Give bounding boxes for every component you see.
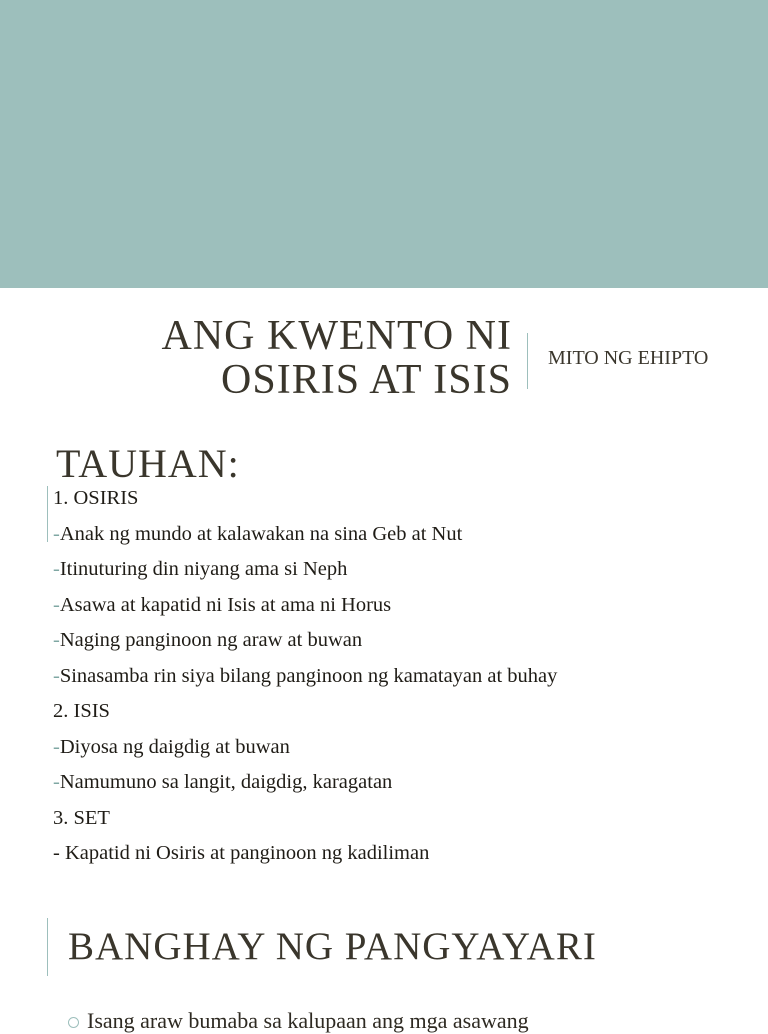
list-accent-bar (47, 486, 48, 542)
list-item: 1. OSIRIS (53, 487, 139, 509)
header-banner (0, 0, 768, 288)
subtitle: MITO NG EHIPTO (548, 347, 709, 369)
title-line-2: OSIRIS AT ISIS (221, 357, 512, 403)
page-title (162, 314, 513, 402)
tauhan-list (53, 481, 557, 872)
list-item: -Anak ng mundo at kalawakan na sina Geb at Nut (53, 522, 463, 545)
banghay-first-bullet: Isang araw bumaba sa kalupaan ang mga asawang (68, 1008, 529, 1034)
list-item: -Naging panginoon ng araw at buwan (53, 629, 363, 651)
title-divider (527, 333, 528, 389)
list-item: -Sinasamba rin siya bilang panginoon ng kamatayan at buhay (53, 664, 558, 687)
list-item: -Diyosa ng daigdig at buwan (53, 735, 290, 758)
list-item: 2. ISIS (53, 700, 110, 722)
banghay-heading: BANGHAY NG PANGYAYARI (68, 925, 597, 968)
title-line-1: ANG KWENTO NI (161, 313, 512, 359)
banghay-accent-bar (47, 918, 48, 976)
tauhan-heading: TAUHAN: (56, 441, 240, 486)
list-item: - Kapatid ni Osiris at panginoon ng kadiliman (53, 842, 430, 864)
list-item: -Namumuno sa langit, daigdig, karagatan (53, 771, 393, 793)
bullet-circle-icon (68, 1017, 79, 1028)
list-item: -Asawa at kapatid ni Isis at ama ni Horus (53, 593, 392, 616)
list-item: -Itinuturing din niyang ama si Neph (53, 558, 348, 580)
list-item: 3. SET (53, 806, 110, 829)
